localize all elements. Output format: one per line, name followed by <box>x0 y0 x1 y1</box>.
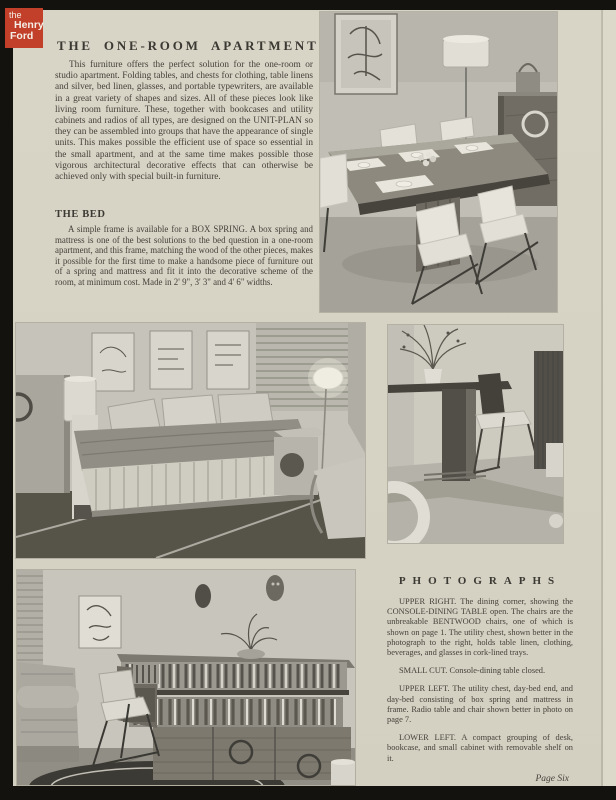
desk-bookcase-illustration <box>17 570 355 785</box>
intro-paragraph: This furniture offers the perfect solution for the one-room or studio apartment. Folding tables, and chests for clothing, table linens and silver, bed linen, glasses, and portable typewriters, are available in a great variety of shapes and sizes. All of these pieces look like living room furniture. These, together with bookcases and utility cabinets and radios of all types, are designed on the UNIT-PLAN so they can be assembled into groups that have the appearance of single units. This makes possible the efficient use of space so essential in the small apartment, and at the same time makes possible those vigorous architectural decorative effects that can otherwise be achieved only with special built-in furniture. <box>55 60 313 183</box>
console-illustration <box>388 325 563 543</box>
armchair <box>17 662 79 762</box>
photo-desk-bookcase <box>17 570 355 785</box>
henry-ford-logo <box>5 8 43 48</box>
stool <box>331 759 355 785</box>
dining-corner-illustration <box>320 12 557 312</box>
logo-word-ford: Ford <box>10 30 34 42</box>
day-bed-illustration <box>16 323 365 558</box>
photo-dining-corner <box>320 12 557 312</box>
utility-chest <box>16 375 70 493</box>
caption-upper-right: UPPER RIGHT. The dining corner, showing the CONSOLE-DINING TABLE open. The chairs are the unbreakable BENTWOOD chairs, one of which is shown on page 1. The utility chest, shown better in the photograph to the right, holds table linen, clothing, beverages, and glasses in cork-lined trays. <box>387 597 573 658</box>
photographs-section <box>387 575 573 784</box>
caption-small-cut: SMALL CUT. Console-dining table closed. <box>399 666 546 676</box>
caption-upper-left: UPPER LEFT. The utility chest, day-bed end, and day-bed consisting of box spring and mattress in frame. Radio table and chair shown better in photo on page 7. <box>387 684 573 725</box>
photographs-heading: PHOTOGRAPHS <box>398 575 562 587</box>
photo-console-closed <box>388 325 563 543</box>
caption-lower-left: LOWER LEFT. A compact grouping of desk, bookcase, and small cabinet with removable shelf on it. <box>387 733 573 763</box>
page-title: THE ONE-ROOM APARTMENT <box>57 38 319 53</box>
framed-prints <box>92 331 249 391</box>
catalog-page <box>9 10 616 786</box>
the-bed-heading: THE BED <box>55 209 106 220</box>
the-bed-paragraph: A simple frame is available for a BOX SPRING. A box spring and mattress is one of the best solutions to the bed question in a one-room apartment, and this frame, matching the wood of the other pieces, makes it possible for the first time to make a handsome piece of furniture out of a spring and mattress and fit it into the decorative scheme of the room, at minimum cost. Made in 2' 9", 3' 3" and 4' 6" widths. <box>55 224 313 287</box>
framed-artwork <box>79 596 121 648</box>
framed-artwork <box>335 14 397 94</box>
logo-word-the: the <box>9 10 22 20</box>
page-number: Page Six <box>535 773 569 784</box>
logo-word-henry: Henry <box>14 19 44 31</box>
photo-day-bed <box>16 323 365 558</box>
cabinet <box>153 727 351 780</box>
adjacent-page-edge <box>603 10 616 786</box>
